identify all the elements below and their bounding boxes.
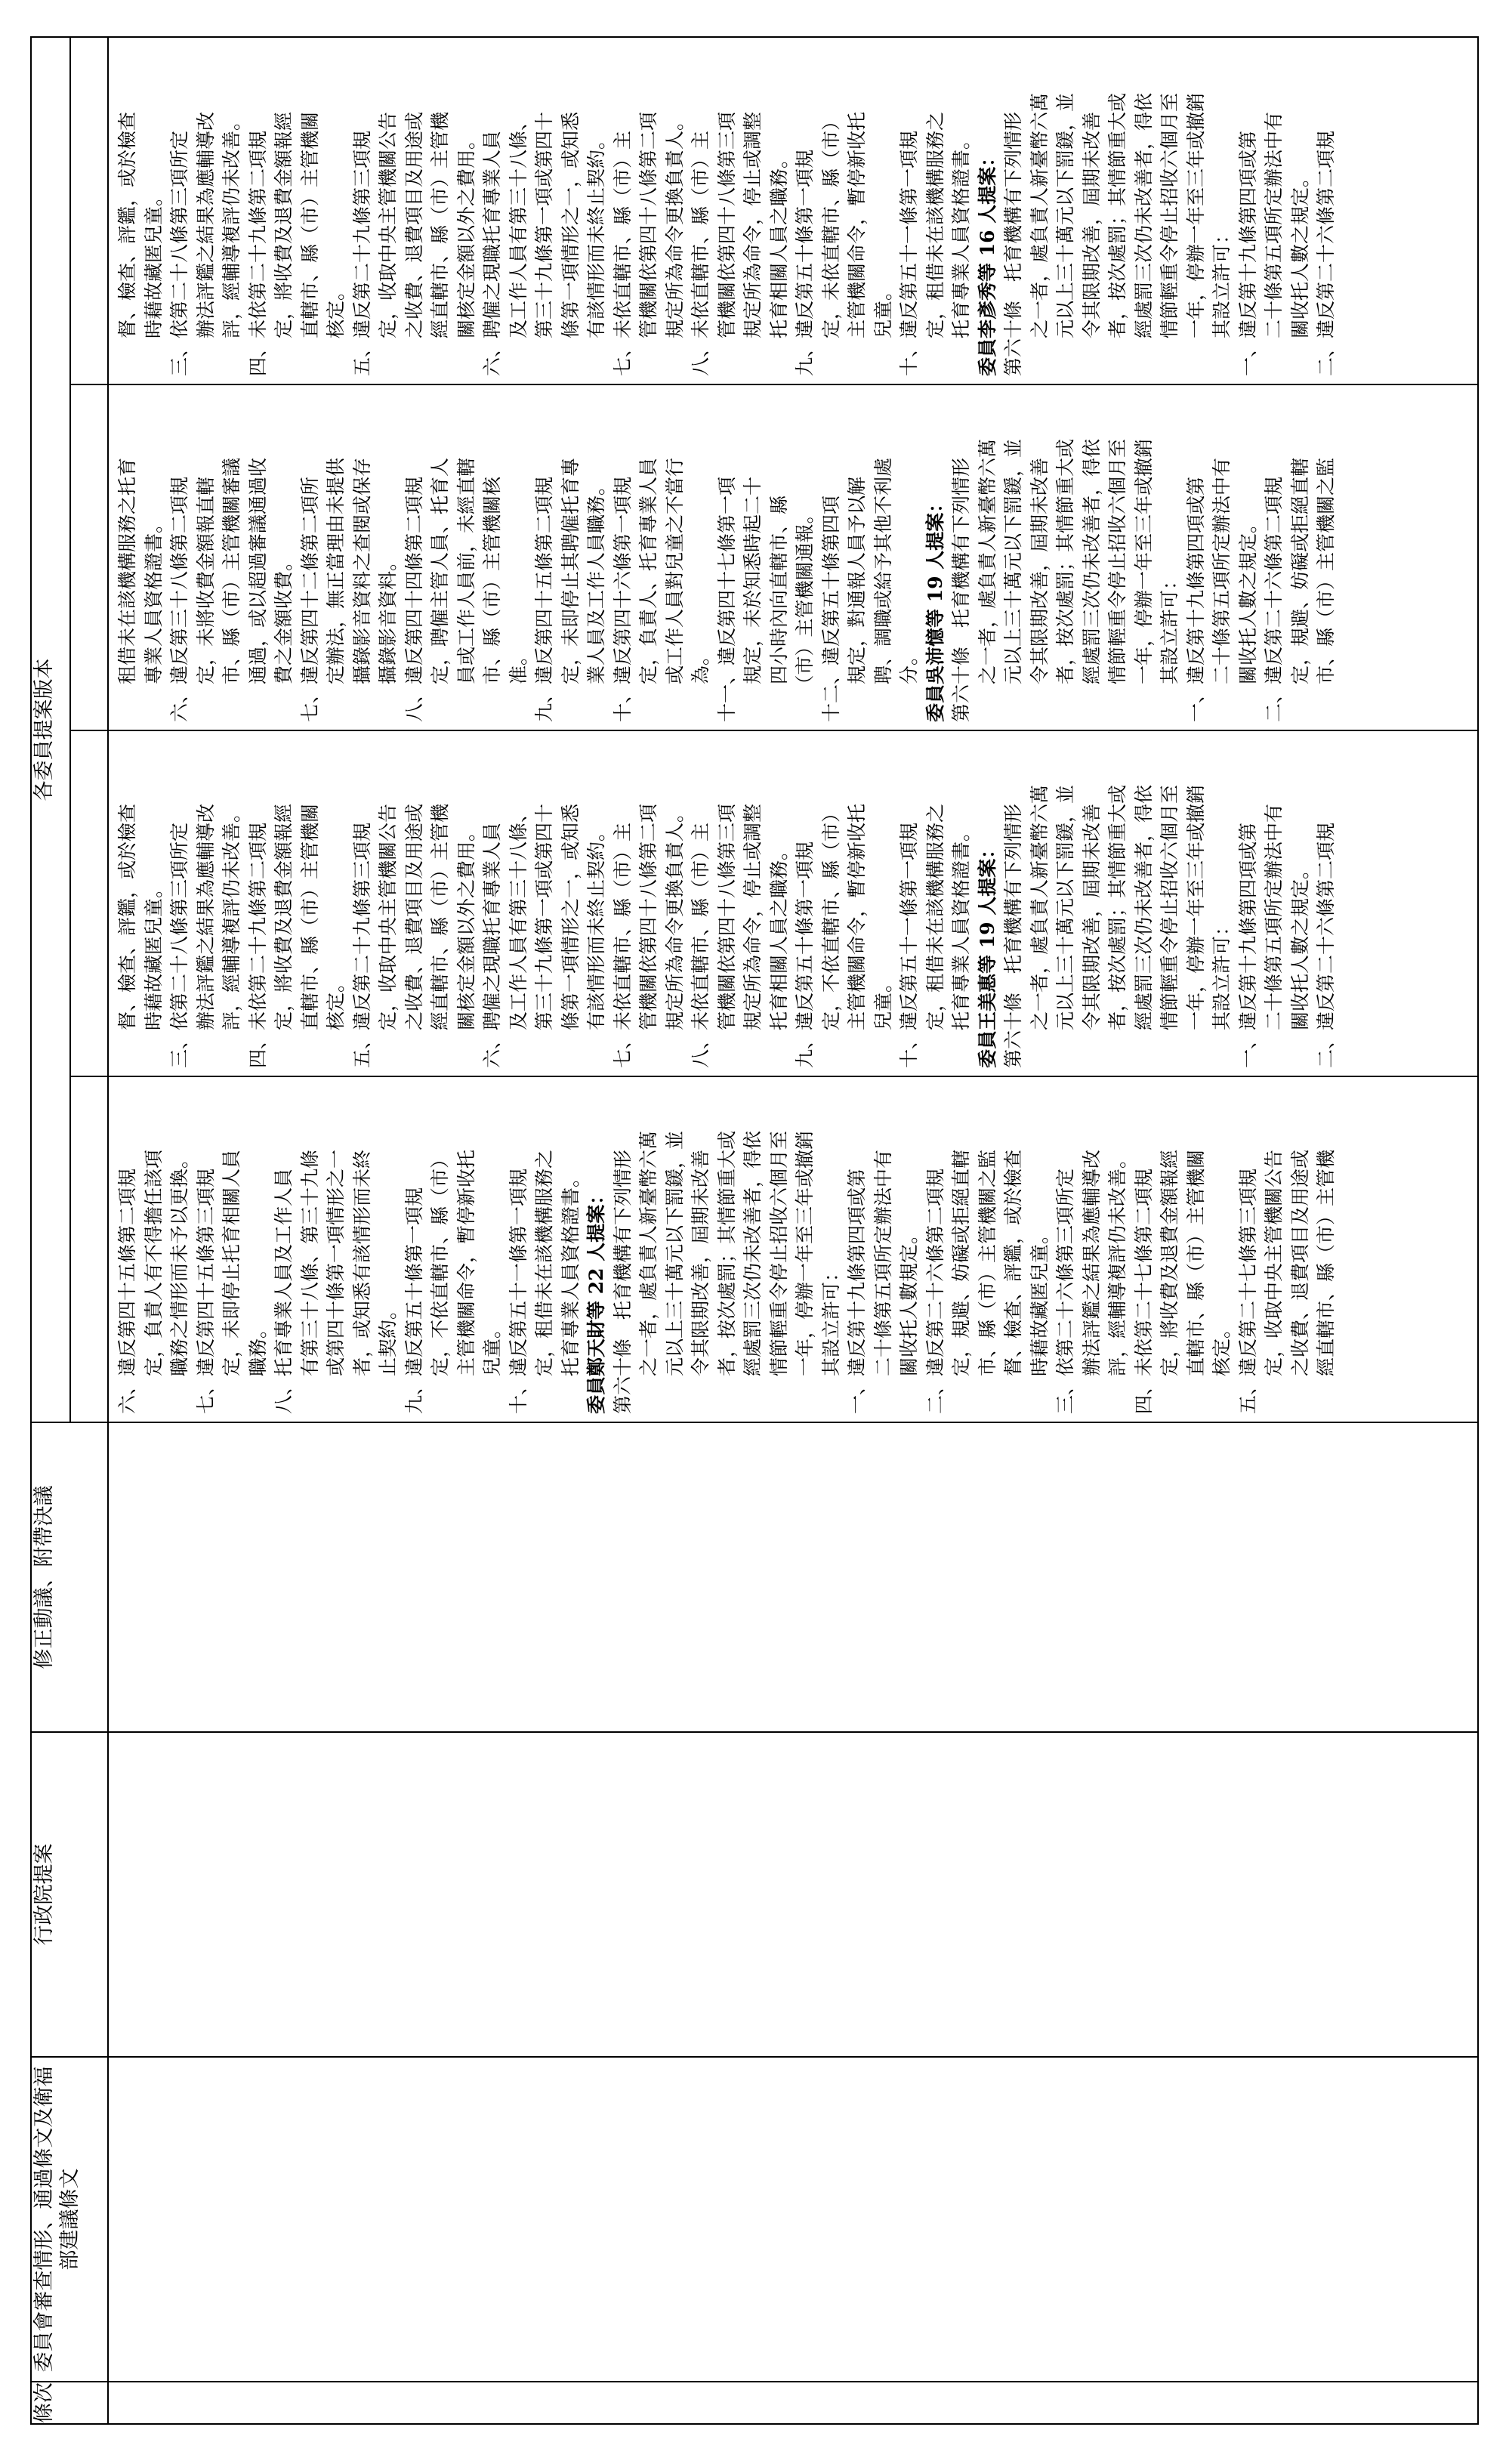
text-line: 經處罰三次仍未改善者，得依	[1132, 92, 1155, 376]
text-line: 二十條第五項所定辦法中有	[1211, 457, 1233, 722]
text-line: 一、違反第十九條第四項或第	[846, 1168, 868, 1414]
text-line: 規定所為命令，停止或調整	[742, 803, 764, 1068]
text-line: 九、違反第四十五條第二項規	[533, 476, 555, 722]
header-committee-review: 委員會審查情形、通過條文及衛福部建議條文	[31, 2057, 108, 2382]
text-line: 督、檢查、評鑑，或於檢查	[116, 111, 138, 376]
text-line: 八、違反第四十四條第二項規	[403, 476, 425, 722]
text-line: 准。	[507, 646, 529, 722]
header-spacer	[70, 730, 108, 1076]
text-line: 條第一項情形之一，或知悉	[559, 111, 582, 376]
text-line: 定，規避、妨礙或拒絕直轄	[1288, 457, 1311, 722]
text-line: 七、未依直轄市、縣（市）主	[611, 130, 634, 376]
version-text-2	[109, 731, 1447, 1076]
text-line: 十、違反第五十一條第一項規	[898, 822, 920, 1068]
text-line: 元以上三十萬元以下罰鍰，並	[1054, 784, 1076, 1068]
text-line: 之一者，處負責人新臺幣六萬	[1028, 784, 1051, 1068]
version-text-4	[109, 38, 1447, 384]
text-line: 六、聘僱之現職托育專業人員	[481, 130, 503, 376]
text-line: 有第三十八條、第三十九條	[298, 1149, 321, 1414]
text-line: 評，經輔導複評仍未改善。	[221, 111, 242, 376]
text-line: 主管機關命令，暫停新收托	[846, 803, 868, 1068]
text-line: 費之金額收費。	[273, 551, 295, 722]
text-line: 管機關依第四十八條第二項	[637, 111, 659, 376]
text-line: 市、縣（市）主管機關審議	[221, 457, 242, 722]
text-line: 為。	[690, 646, 711, 722]
text-line: 或工作人員對兒童之不當行	[663, 457, 686, 722]
text-line: 托育專業人員資格證書。	[950, 822, 972, 1068]
text-line: 辦法評鑑之結果為應輔導改	[194, 803, 217, 1068]
text-line: 督、檢查、評鑑，或於檢查	[116, 803, 138, 1068]
text-line: 核定。	[1211, 1319, 1233, 1414]
text-line: 經直轄市、縣（市）主管機	[1315, 1149, 1337, 1414]
text-line: 市、縣（市）主管機關之監	[1315, 457, 1337, 722]
text-line: 情節輕重令停止招收六個月至	[767, 1130, 790, 1414]
text-line: 定，規避、妨礙或拒絕直轄	[950, 1149, 972, 1414]
cell-clause-no	[108, 2382, 1478, 2424]
text-line: 八、未依直轄市、縣（市）主	[690, 822, 711, 1068]
text-line: 關收托人數之規定。	[1288, 860, 1311, 1068]
text-line: 職務。	[246, 1319, 269, 1414]
text-line: 二十條第五項所定辦法中有	[1263, 803, 1285, 1068]
header-legislator-versions: 各委員提案版本	[31, 37, 70, 1422]
text-line: 定，租借未在該機構服務之	[533, 1149, 555, 1414]
text-line: 租借未在該機構服務之托育	[116, 457, 138, 722]
header-spacer	[70, 384, 108, 730]
text-line: 七、違反第四十五條第三項規	[194, 1168, 217, 1414]
text-line: 九、違反第五十條第一項規	[794, 841, 816, 1068]
text-line: 定，未將收費金額報直轄	[194, 476, 217, 722]
cell-version-4	[108, 37, 1478, 384]
text-line: 關收托人數之規定。	[1288, 168, 1311, 376]
text-line: 直轄市、縣（市）主管機關	[1184, 1149, 1207, 1414]
text-line: 其設立許可：	[819, 1262, 842, 1414]
text-line: 之收費、退費項目及用途或	[403, 111, 425, 376]
text-line: 者，按次處罰；其情節重大或	[1106, 92, 1128, 376]
text-line: 職務之情形而未予以更換。	[168, 1149, 190, 1414]
text-line: 之一者，處負責人新臺幣六萬	[637, 1130, 659, 1414]
version-text-1	[109, 1077, 1447, 1422]
text-line: 兒童。	[872, 973, 894, 1068]
text-line: 二、違反第二十六條第二項規	[1263, 476, 1285, 722]
text-line: 第六十條 托育機構有下列情形	[1002, 111, 1024, 376]
text-line: 一年，停辦一年至三年或撤銷	[1184, 784, 1207, 1068]
text-line: 五、違反第二十九條第三項規	[350, 822, 373, 1068]
text-line: 者，按次處罰；其情節重大或	[1106, 784, 1128, 1068]
proposer-heading: 委員鄭天財等 22 人提案：	[585, 1185, 607, 1414]
text-line: 關核定金額以外之費用。	[455, 822, 477, 1068]
text-line: 關核定金額以外之費用。	[455, 130, 477, 376]
text-line: 四小時內向直轄市、縣	[767, 495, 790, 722]
text-line: 經處罰三次仍未改善者，得依	[742, 1130, 764, 1414]
text-line: 管機關依第四十八條第三項	[715, 111, 738, 376]
header-executive-yuan: 行政院提案	[31, 1732, 108, 2057]
text-line: 規定，對通報人員予以解	[846, 476, 868, 722]
text-line: 托育專業人員資格證書。	[559, 1168, 582, 1414]
text-line: 定，將收費及退費金額報經	[273, 803, 295, 1068]
text-line: 三、依第二十八條第三項所定	[168, 130, 190, 376]
text-line: （市）主管機關通報。	[794, 505, 816, 722]
text-line: 六、違反第四十五條第二項規	[116, 1168, 138, 1414]
text-line: 十、違反第四十六條第一項規	[611, 476, 634, 722]
text-line: 關收托人數之規定。	[1236, 514, 1259, 722]
text-line: 九、違反第五十條第一項規	[403, 1187, 425, 1414]
proposer-heading: 委員王美惠等 19 人提案：	[976, 839, 998, 1068]
text-line: 經直轄市、縣（市）主管機	[429, 111, 451, 376]
text-line: 三、依第二十六條第三項所定	[1054, 1168, 1076, 1414]
text-line: 五、違反第二十九條第三項規	[350, 130, 373, 376]
text-line: 情節輕重令停止招收六個月至	[1159, 92, 1180, 376]
text-line: 規定所為命令更換負責人。	[663, 111, 686, 376]
text-line: 市、縣（市）主管機關核	[481, 476, 503, 722]
text-line: 六、聘僱之現職托育專業人員	[481, 822, 503, 1068]
text-line: 一年，停辦一年至三年或撤銷	[1184, 92, 1207, 376]
text-line: 及工作人員有第三十八條、	[507, 803, 529, 1068]
text-line: 一年，停辦一年至三年或撤銷	[794, 1130, 816, 1414]
text-line: 核定。	[325, 973, 347, 1068]
cell-committee-review	[108, 2057, 1478, 2382]
text-line: 經處罰三次仍未改善者，得依	[1080, 438, 1103, 722]
text-line: 八、托育專業人員及工作人員	[273, 1168, 295, 1414]
text-line: 情節輕重令停止招收六個月至	[1106, 438, 1128, 722]
text-line: 定，負責人、托育專業人員	[637, 457, 659, 722]
text-line: 攝錄影音資料之查閱或保存	[350, 457, 373, 722]
text-line: 定，不依直轄市、縣（市）	[429, 1149, 451, 1414]
text-line: 其設立許可：	[1211, 916, 1233, 1068]
text-line: 直轄市、縣（市）主管機關	[298, 111, 321, 376]
header-spacer	[70, 37, 108, 384]
text-line: 定，未依直轄市、縣（市）	[819, 111, 842, 376]
text-line: 定，未即停止其聘僱托育專	[559, 457, 582, 722]
text-line: 評，經輔導複評仍未改善。	[221, 803, 242, 1068]
text-line: 止契約。	[377, 1300, 399, 1414]
text-line: 定，不依直轄市、縣（市）	[819, 803, 842, 1068]
text-line: 時藉故藏匿兒童。	[142, 187, 165, 376]
text-line: 主管機關命令，暫停新收托	[846, 111, 868, 376]
text-line: 兒童。	[872, 281, 894, 376]
text-line: 專業人員資格證書。	[142, 514, 165, 722]
text-line: 之一者，處負責人新臺幣六萬	[1028, 92, 1051, 376]
cell-version-2	[108, 730, 1478, 1076]
text-line: 管機關依第四十八條第三項	[715, 803, 738, 1068]
proposer-heading: 委員李彥秀等 16 人提案：	[976, 147, 998, 376]
text-line: 時藉故藏匿兒童。	[142, 878, 165, 1068]
cell-version-1	[108, 1076, 1478, 1422]
text-line: 四、未依第二十九條第二項規	[246, 822, 269, 1068]
text-line: 定，收取中央主管機關公告	[1263, 1149, 1285, 1414]
text-line: 聘、調職或給予其他不利處	[872, 457, 894, 722]
text-line: 托育相關人員之職務。	[767, 841, 790, 1068]
version-text-3	[109, 385, 1447, 730]
text-line: 元以上三十萬元以下罰鍰，並	[1002, 438, 1024, 722]
text-line: 定，聘僱主管人員、托育人	[429, 457, 451, 722]
text-line: 二十條第五項所定辦法中有	[872, 1149, 894, 1414]
text-line: 第六十條 托育機構有下列情形	[611, 1149, 634, 1414]
text-line: 其設立許可：	[1211, 224, 1233, 376]
text-line: 有該情形而未終止契約。	[585, 822, 607, 1068]
text-line: 四、未依第二十七條第二項規	[1132, 1168, 1155, 1414]
text-line: 業人員及工作人員職務。	[585, 476, 607, 722]
text-line: 市、縣（市）主管機關之監	[976, 1149, 998, 1414]
text-line: 一、違反第十九條第四項或第	[1184, 476, 1207, 722]
text-line: 經處罰三次仍未改善者，得依	[1132, 784, 1155, 1068]
text-line: 辦法評鑑之結果為應輔導改	[194, 111, 217, 376]
text-line: 直轄市、縣（市）主管機關	[298, 803, 321, 1068]
text-line: 者，或知悉有該情形而未終	[350, 1149, 373, 1414]
text-line: 十一、違反第四十七條第一項	[715, 476, 738, 722]
text-line: 九、違反第五十條第一項規	[794, 149, 816, 376]
text-line: 十二、違反第五十條第四項	[819, 495, 842, 722]
text-line: 其設立許可：	[1159, 570, 1180, 722]
text-line: 二、違反第二十六條第二項規	[1315, 822, 1337, 1068]
text-line: 之收費、退費項目及用途或	[1288, 1149, 1311, 1414]
text-line: 十、違反第五十一條第一項規	[898, 130, 920, 376]
text-line: 令其限期改善，屆期未改善	[1080, 111, 1103, 376]
text-line: 八、未依直轄市、縣（市）主	[690, 130, 711, 376]
text-line: 主管機關命令，暫停新收托	[455, 1149, 477, 1414]
text-line: 兒童。	[481, 1319, 503, 1414]
text-line: 條第一項情形之一，或知悉	[559, 803, 582, 1068]
text-line: 定，將收費及退費金額報經	[1159, 1149, 1180, 1414]
header-spacer	[70, 1076, 108, 1422]
text-line: 之收費、退費項目及用途或	[403, 803, 425, 1068]
text-line: 第三十九條第一項或第四十	[533, 803, 555, 1068]
text-line: 六、違反第三十八條第二項規	[168, 476, 190, 722]
text-line: 托育專業人員資格證書。	[950, 130, 972, 376]
text-line: 令其限期改善，屆期未改善	[1080, 803, 1103, 1068]
text-line: 規定所為命令，停止或調整	[742, 111, 764, 376]
text-line: 令其限期改善，屆期未改善	[1028, 457, 1051, 722]
text-line: 二、違反第二十六條第二項規	[924, 1168, 946, 1414]
header-amendment-motion: 修正動議、附帶決議	[31, 1422, 108, 1732]
text-line: 一、違反第十九條第四項或第	[1236, 130, 1259, 376]
text-line: 管機關依第四十八條第二項	[637, 803, 659, 1068]
text-line: 定，收取中央主管機關公告	[377, 111, 399, 376]
text-line: 定，收取中央主管機關公告	[377, 803, 399, 1068]
text-line: 元以上三十萬元以下罰鍰，並	[663, 1130, 686, 1414]
text-line: 之一者，處負責人新臺幣六萬	[976, 438, 998, 722]
text-line: 時藉故藏匿兒童。	[1028, 1224, 1051, 1414]
text-line: 定，將收費及退費金額報經	[273, 111, 295, 376]
text-line: 五、違反第二十七條第三項規	[1236, 1168, 1259, 1414]
text-line: 十、違反第五十一條第一項規	[507, 1168, 529, 1414]
text-line: 分。	[898, 646, 920, 722]
cell-version-3	[108, 384, 1478, 730]
text-line: 規定所為命令更換負責人。	[663, 803, 686, 1068]
text-line: 第六十條 托育機構有下列情形	[1002, 803, 1024, 1068]
text-line: 一年，停辦一年至三年或撤銷	[1132, 438, 1155, 722]
text-line: 辦法評鑑之結果為應輔導改	[1080, 1149, 1103, 1414]
header-clause-no: 條次	[31, 2382, 108, 2424]
text-line: 第三十九條第一項或第四十	[533, 111, 555, 376]
text-line: 定，未即停止托育相關人員	[221, 1149, 242, 1414]
proposer-heading: 委員吳沛憶等 19 人提案：	[924, 493, 946, 722]
text-line: 或第四十條第一項情形之一	[325, 1149, 347, 1414]
text-line: 及工作人員有第三十八條、	[507, 111, 529, 376]
text-line: 三、依第二十八條第三項所定	[168, 822, 190, 1068]
text-line: 經直轄市、縣（市）主管機	[429, 803, 451, 1068]
text-line: 七、違反第四十二條第二項所	[298, 476, 321, 722]
text-line: 元以上三十萬元以下罰鍰，並	[1054, 92, 1076, 376]
comparison-table	[30, 36, 1479, 2425]
text-line: 有該情形而未終止契約。	[585, 130, 607, 376]
text-line: 者，按次處罰；其情節重大或	[715, 1130, 738, 1414]
text-line: 第六十條 托育機構有下列情形	[950, 457, 972, 722]
text-line: 評，經輔導複評仍未改善。	[1106, 1149, 1128, 1414]
text-line: 四、未依第二十九條第二項規	[246, 130, 269, 376]
text-line: 七、未依直轄市、縣（市）主	[611, 822, 634, 1068]
text-line: 令其限期改善，屆期未改善	[690, 1149, 711, 1414]
text-line: 者，按次處罰；其情節重大或	[1054, 438, 1076, 722]
text-line: 托育相關人員之職務。	[767, 149, 790, 376]
text-line: 一、違反第十九條第四項或第	[1236, 822, 1259, 1068]
text-line: 規定，未於知悉時起二十	[742, 476, 764, 722]
text-line: 定，租借未在該機構服務之	[924, 803, 946, 1068]
text-line: 攝錄影音資料。	[377, 551, 399, 722]
text-line: 核定。	[325, 281, 347, 376]
text-line: 定辦法，無正當理由未提供	[325, 457, 347, 722]
text-line: 情節輕重令停止招收六個月至	[1159, 784, 1180, 1068]
cell-amendment-motion	[108, 1422, 1478, 1732]
text-line: 定，租借未在該機構服務之	[924, 111, 946, 376]
text-line: 通過，或以超過審議通過收	[246, 457, 269, 722]
text-line: 關收托人數規定。	[898, 1224, 920, 1414]
text-line: 員或工作人員前，未經直轄	[455, 457, 477, 722]
text-line: 定，負責人有不得擔任該項	[142, 1149, 165, 1414]
cell-executive-yuan	[108, 1732, 1478, 2057]
text-line: 督、檢查、評鑑，或於檢查	[1002, 1149, 1024, 1414]
text-line: 二、違反第二十六條第二項規	[1315, 130, 1337, 376]
text-line: 二十條第五項所定辦法中有	[1263, 111, 1285, 376]
